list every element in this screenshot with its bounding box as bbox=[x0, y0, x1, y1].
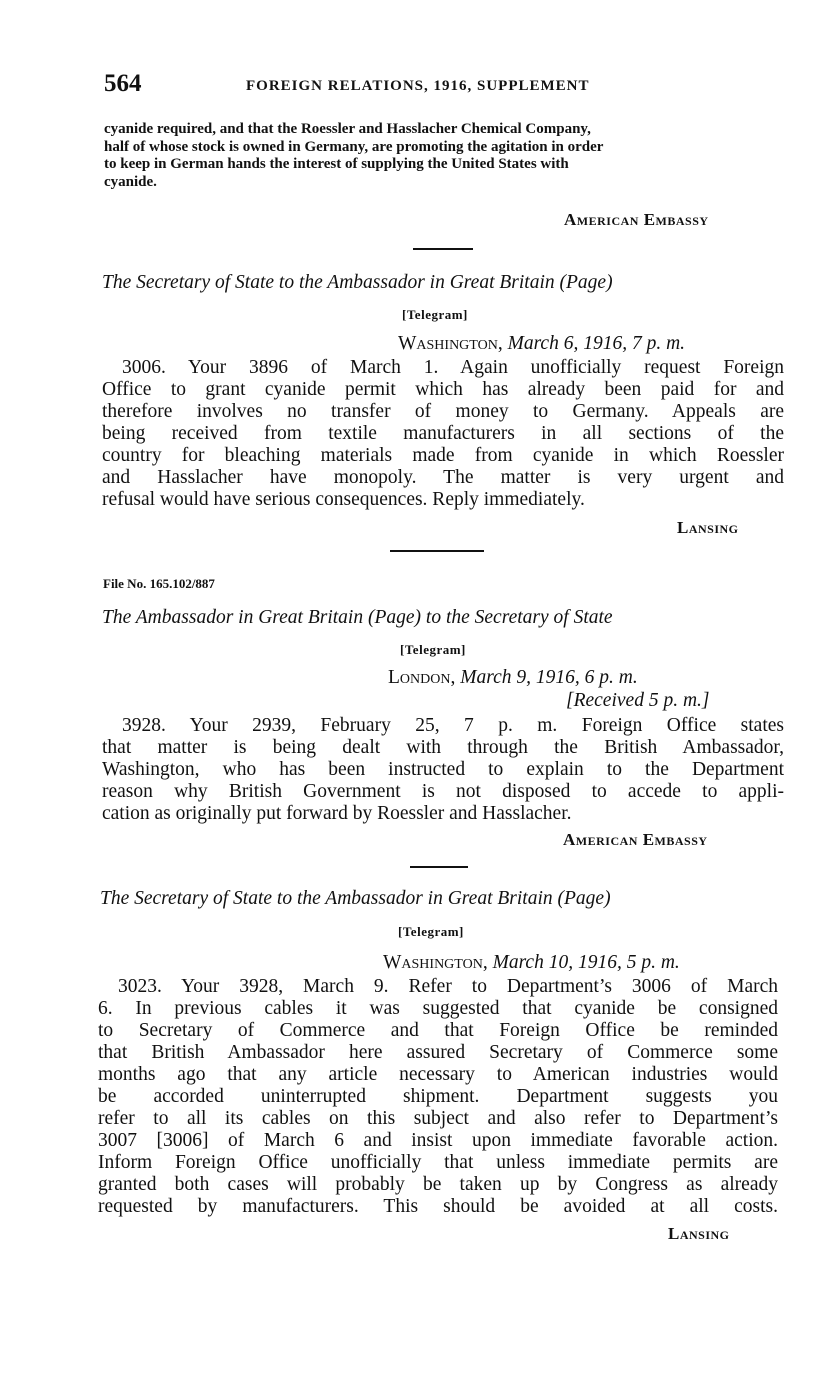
doc2-title-post: ) to the Secretary of State bbox=[414, 607, 613, 628]
doc1-line: refusal would have serious consequences. Reply immediately. bbox=[102, 489, 585, 510]
doc3-line: 3007 [3006] of March 6 and insist upon immediate favorable action. bbox=[98, 1130, 778, 1151]
doc2-title-pre: The Ambassador in Great Britain ( bbox=[102, 607, 375, 628]
doc3-place: Washington, bbox=[383, 952, 488, 973]
doc1-line: and Hasslacher have monopoly. The matter is very urgent and bbox=[102, 467, 784, 488]
doc1-body bbox=[102, 357, 784, 511]
doc2-line: reason why British Government is not disposed to accede to appli- bbox=[102, 781, 784, 802]
doc2-line: cation as originally put forward by Roessler and Hasslacher. bbox=[102, 803, 572, 824]
doc1-line: country for bleaching materials made from cyanide in which Roessler bbox=[102, 445, 784, 466]
signature-american-embassy: American Embassy bbox=[563, 830, 708, 849]
doc2-line: Washington, who has been instructed to explain to the Department bbox=[102, 759, 784, 780]
doc1-dateline bbox=[398, 333, 685, 355]
section-divider bbox=[390, 550, 484, 552]
doc1-line: therefore involves no transfer of money to Germany. Appeals are bbox=[102, 401, 784, 422]
doc3-line: be accorded uninterrupted shipment. Department suggests you bbox=[98, 1086, 778, 1107]
continuation-line: to keep in German hands the interest of supplying the United States with bbox=[104, 156, 569, 172]
doc2-body bbox=[102, 715, 784, 825]
doc2-title bbox=[102, 607, 786, 629]
doc2-line: that matter is being dealt with through the British Ambassador, bbox=[102, 737, 784, 758]
doc1-telegram-tag: [Telegram] bbox=[402, 307, 468, 322]
doc3-dateline bbox=[383, 952, 680, 974]
doc2-place: London, bbox=[388, 667, 456, 688]
doc3-line: granted both cases will probably be taken up by Congress as already bbox=[98, 1174, 778, 1195]
doc3-title-post: ) bbox=[604, 888, 611, 909]
doc1-title-pre: The Secretary of State to the Ambassador in Great Britain ( bbox=[102, 272, 566, 293]
signature-lansing: Lansing bbox=[677, 518, 739, 537]
doc2-dateline bbox=[388, 667, 638, 689]
doc1-title-post: ) bbox=[606, 272, 613, 293]
doc3-telegram-tag: [Telegram] bbox=[398, 924, 464, 939]
doc1-line: Office to grant cyanide permit which has already been paid for and bbox=[102, 379, 784, 400]
doc1-line: being received from textile manufacturers in all sections of the bbox=[102, 423, 784, 444]
continuation-paragraph bbox=[104, 121, 788, 191]
continuation-line: cyanide. bbox=[104, 173, 157, 190]
doc3-title bbox=[100, 888, 784, 910]
running-head: FOREIGN RELATIONS, 1916, SUPPLEMENT bbox=[246, 78, 590, 94]
doc1-line: 3006. Your 3896 of March 1. Again unofficially request Foreign bbox=[122, 357, 784, 378]
doc3-title-pre: The Secretary of State to the Ambassador in Great Britain ( bbox=[100, 888, 564, 909]
continuation-line: half of whose stock is owned in Germany, are promoting the agitation in order bbox=[104, 138, 604, 155]
doc1-title bbox=[102, 272, 786, 294]
doc3-line: requested by manufacturers. This should be avoided at all costs. bbox=[98, 1196, 778, 1217]
doc3-body bbox=[98, 976, 778, 1218]
doc3-line: 3023. Your 3928, March 9. Refer to Department’s 3006 of March bbox=[118, 976, 778, 997]
page-number: 564 bbox=[104, 70, 142, 97]
doc3-date: March 10, 1916, 5 p. m. bbox=[492, 952, 680, 973]
doc3-title-name: Page bbox=[563, 888, 605, 909]
doc2-date: March 9, 1916, 6 p. m. bbox=[460, 667, 638, 688]
doc3-line: to Secretary of Commerce and that Foreign Office be reminded bbox=[98, 1020, 778, 1041]
doc3-line: months ago that any article necessary to American industries would bbox=[98, 1064, 778, 1085]
doc2-received: [Received 5 p. m.] bbox=[566, 690, 710, 711]
doc1-title-name: Page bbox=[565, 272, 607, 293]
section-divider bbox=[410, 866, 468, 868]
doc3-line: 6. In previous cables it was suggested that cyanide be consigned bbox=[98, 998, 778, 1019]
section-divider bbox=[413, 248, 473, 250]
doc3-line: refer to all its cables on this subject and also refer to Department’s bbox=[98, 1108, 778, 1129]
doc3-line: that British Ambassador here assured Secretary of Commerce some bbox=[98, 1042, 778, 1063]
doc3-line: Inform Foreign Office unofficially that unless immediate permits are bbox=[98, 1152, 778, 1173]
signature-american-embassy: American Embassy bbox=[564, 210, 709, 229]
file-number: File No. 165.102/887 bbox=[103, 576, 215, 591]
doc2-line: 3928. Your 2939, February 25, 7 p. m. Foreign Office states bbox=[122, 715, 784, 736]
doc1-place: Washington, bbox=[398, 333, 503, 354]
signature-lansing: Lansing bbox=[668, 1224, 730, 1243]
continuation-line: cyanide required, and that the Roessler and Hasslacher Chemical Company, bbox=[104, 121, 591, 137]
doc2-title-name: Page bbox=[374, 607, 415, 628]
doc2-telegram-tag: [Telegram] bbox=[400, 642, 466, 657]
doc1-date: March 6, 1916, 7 p. m. bbox=[507, 333, 686, 354]
page-header bbox=[104, 70, 794, 100]
